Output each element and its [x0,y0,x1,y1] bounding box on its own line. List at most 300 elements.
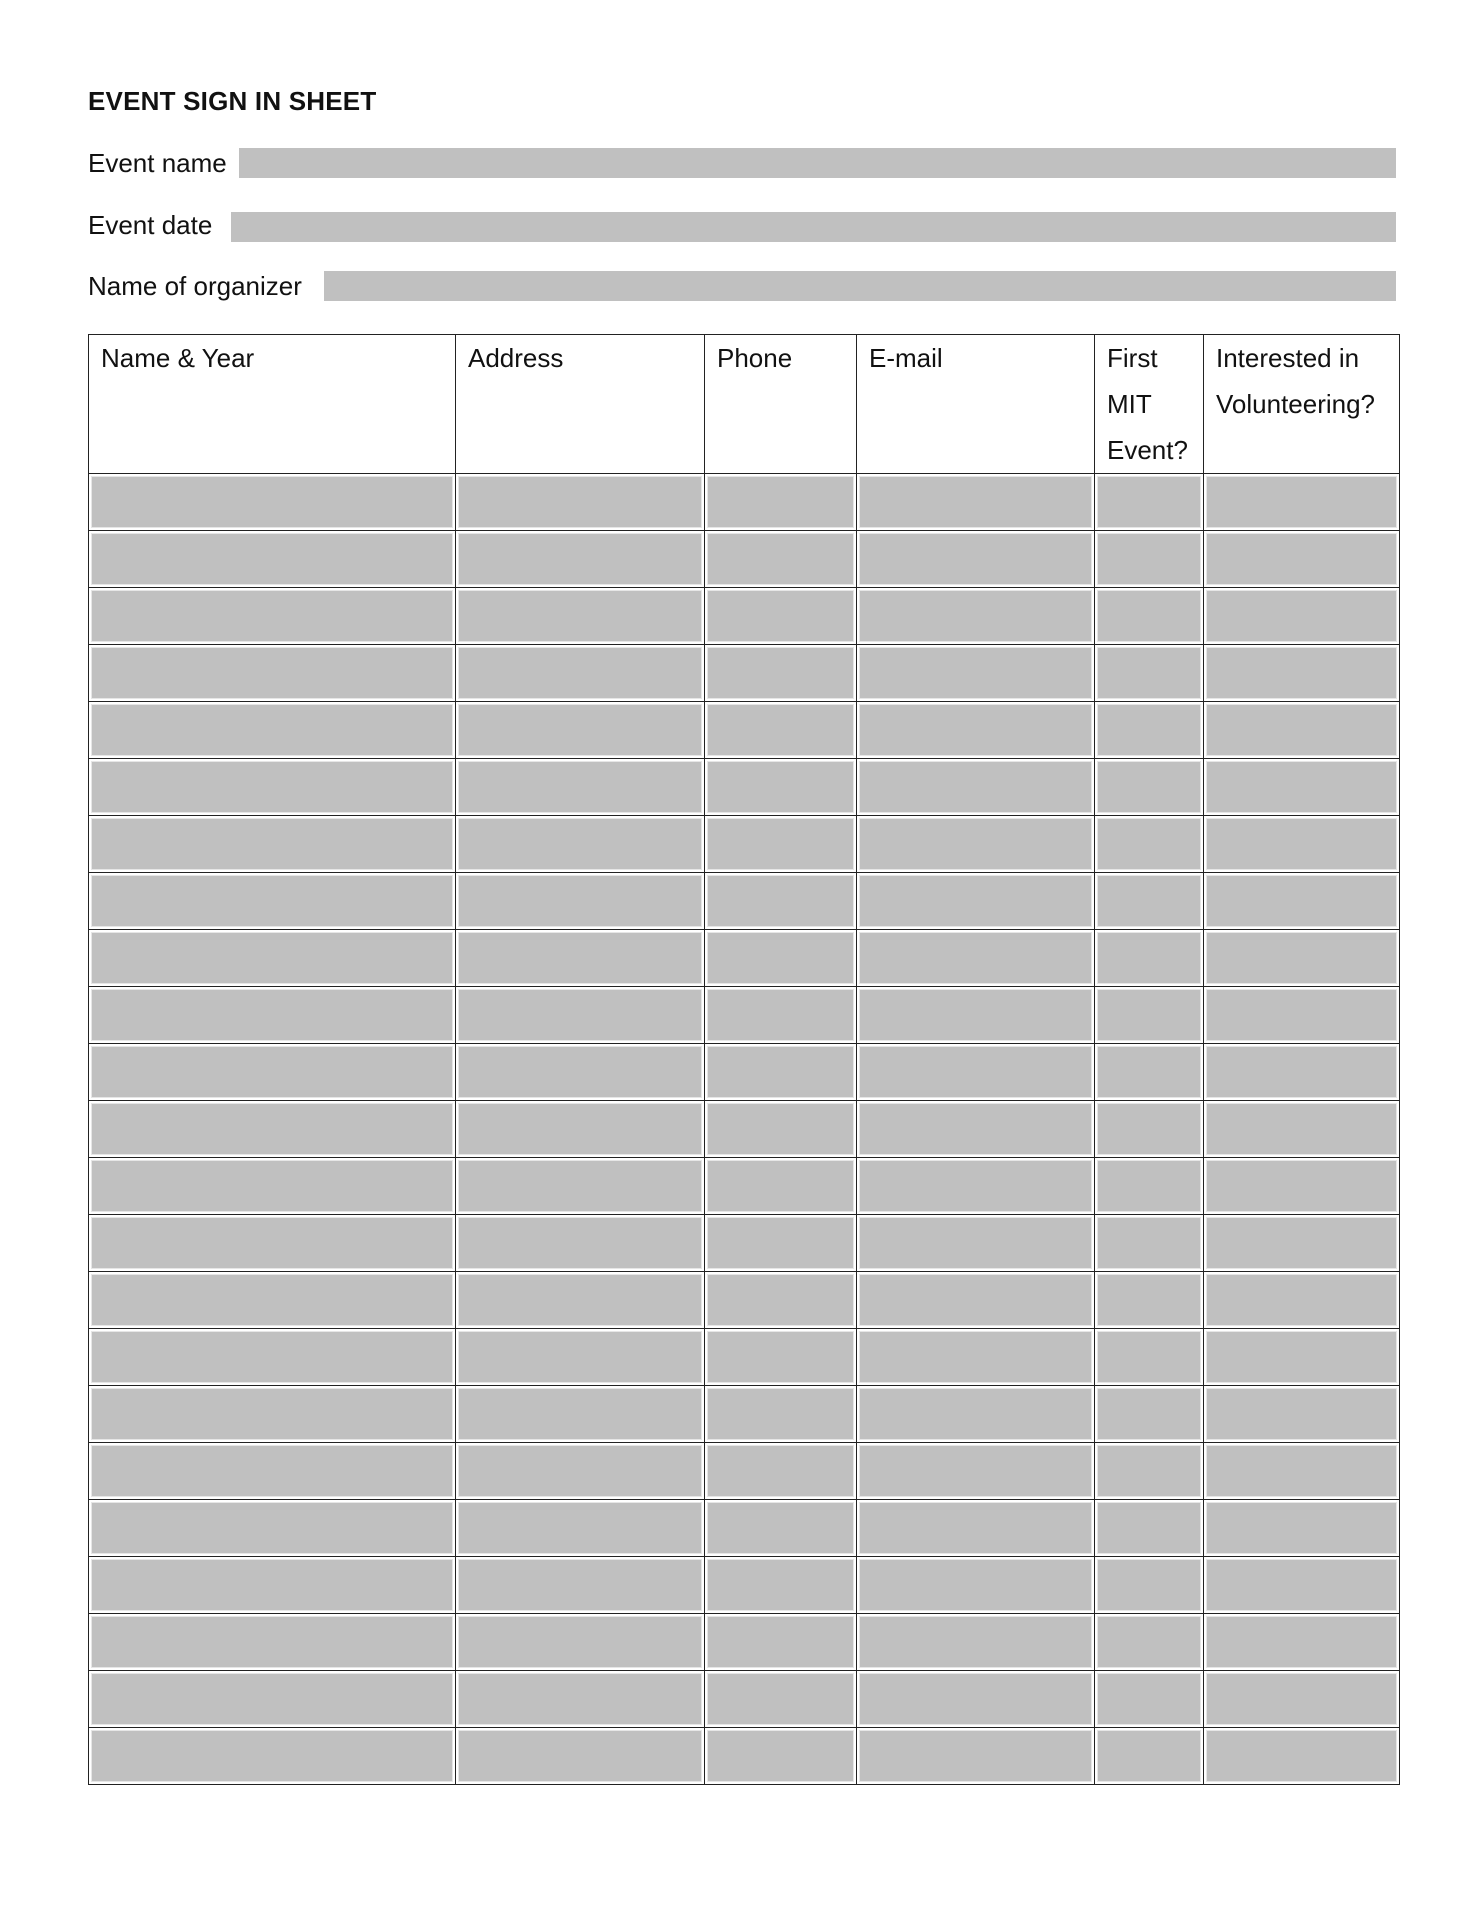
input-field[interactable] [707,704,854,756]
input-field[interactable] [1206,1103,1397,1155]
input-field[interactable] [859,704,1092,756]
input-field[interactable] [1206,1046,1397,1098]
cell-phone[interactable] [705,816,857,873]
input-field[interactable] [1097,1673,1201,1725]
cell-first-mit-event[interactable] [1095,1500,1204,1557]
input-field[interactable] [1206,1160,1397,1212]
input-field[interactable] [859,761,1092,813]
input-field[interactable] [1206,1502,1397,1554]
input-field[interactable] [1206,476,1397,528]
cell-address[interactable] [456,1329,705,1386]
input-field[interactable] [707,989,854,1041]
input-field[interactable] [1206,533,1397,585]
table-row [89,1329,1400,1386]
input-field[interactable] [1206,1616,1397,1668]
cell-email[interactable] [857,1272,1095,1329]
cell-address[interactable] [456,1614,705,1671]
cell-interested-volunteering[interactable] [1204,531,1400,588]
input-field[interactable] [707,1730,854,1782]
cell-email[interactable] [857,645,1095,702]
input-field[interactable] [859,1331,1092,1383]
cell-phone[interactable] [705,1272,857,1329]
input-field[interactable] [707,818,854,870]
input-field[interactable] [707,1274,854,1326]
input-field[interactable] [458,704,702,756]
cell-phone[interactable] [705,1101,857,1158]
cell-first-mit-event[interactable] [1095,588,1204,645]
input-field[interactable] [859,1103,1092,1155]
input-field[interactable] [91,989,453,1041]
cell-first-mit-event[interactable] [1095,1614,1204,1671]
cell-email[interactable] [857,1101,1095,1158]
input-field[interactable] [859,1160,1092,1212]
cell-first-mit-event[interactable] [1095,1671,1204,1728]
cell-interested-volunteering[interactable] [1204,1500,1400,1557]
table-row [89,531,1400,588]
cell-name-year[interactable] [89,759,456,816]
cell-name-year[interactable] [89,930,456,987]
input-field[interactable] [707,1331,854,1383]
input-field[interactable] [91,1559,453,1611]
cell-name-year[interactable] [89,1557,456,1614]
input-field[interactable] [91,818,453,870]
cell-interested-volunteering[interactable] [1204,1044,1400,1101]
input-field[interactable] [91,1274,453,1326]
input-field[interactable] [91,1445,453,1497]
input-field[interactable] [458,1388,702,1440]
cell-interested-volunteering[interactable] [1204,1614,1400,1671]
input-field[interactable] [458,476,702,528]
input-field[interactable] [859,1388,1092,1440]
cell-address[interactable] [456,645,705,702]
input-field[interactable] [707,476,854,528]
cell-address[interactable] [456,1044,705,1101]
input-field[interactable] [1097,533,1201,585]
input-field[interactable] [91,1217,453,1269]
input-field[interactable] [458,875,702,927]
page-title: EVENT SIGN IN SHEET [88,86,377,116]
cell-phone[interactable] [705,987,857,1044]
input-field[interactable] [1206,1559,1397,1611]
cell-interested-volunteering[interactable] [1204,1671,1400,1728]
table-row [89,1215,1400,1272]
header-name-year: Name & Year [89,335,456,474]
cell-first-mit-event[interactable] [1095,645,1204,702]
input-field[interactable] [458,1274,702,1326]
cell-name-year[interactable] [89,1044,456,1101]
cell-interested-volunteering[interactable] [1204,816,1400,873]
input-field[interactable] [859,590,1092,642]
input-field[interactable] [1206,704,1397,756]
cell-email[interactable] [857,816,1095,873]
cell-interested-volunteering[interactable] [1204,588,1400,645]
table-row [89,987,1400,1044]
input-field[interactable] [859,1616,1092,1668]
input-field[interactable] [1206,875,1397,927]
input-field[interactable] [707,1445,854,1497]
cell-interested-volunteering[interactable] [1204,1329,1400,1386]
event-name-label: Event name [88,148,227,178]
input-field[interactable] [91,590,453,642]
input-field[interactable] [458,818,702,870]
input-field[interactable] [1097,647,1201,699]
input-field[interactable] [1097,1103,1201,1155]
cell-name-year[interactable] [89,1158,456,1215]
cell-phone[interactable] [705,645,857,702]
input-field[interactable] [859,1730,1092,1782]
input-field[interactable] [1206,647,1397,699]
cell-phone[interactable] [705,1386,857,1443]
input-field[interactable] [91,704,453,756]
table-row [89,1557,1400,1614]
cell-interested-volunteering[interactable] [1204,930,1400,987]
input-field[interactable] [1097,1331,1201,1383]
input-field[interactable] [707,647,854,699]
input-field[interactable] [458,647,702,699]
input-field[interactable] [859,476,1092,528]
event-name-field[interactable] [239,148,1396,178]
cell-address[interactable] [456,588,705,645]
cell-address[interactable] [456,474,705,531]
input-field[interactable] [458,932,702,984]
cell-first-mit-event[interactable] [1095,1158,1204,1215]
input-field[interactable] [1206,1730,1397,1782]
cell-first-mit-event[interactable] [1095,816,1204,873]
input-field[interactable] [859,818,1092,870]
input-field[interactable] [1097,1217,1201,1269]
input-field[interactable] [458,1616,702,1668]
input-field[interactable] [707,590,854,642]
input-field[interactable] [1097,1445,1201,1497]
organizer-field[interactable] [324,271,1396,301]
cell-name-year[interactable] [89,816,456,873]
cell-first-mit-event[interactable] [1095,1044,1204,1101]
cell-address[interactable] [456,1272,705,1329]
cell-name-year[interactable] [89,873,456,930]
cell-email[interactable] [857,702,1095,759]
input-field[interactable] [859,1445,1092,1497]
header-address: Address [456,335,705,474]
input-field[interactable] [859,1274,1092,1326]
cell-first-mit-event[interactable] [1095,702,1204,759]
input-field[interactable] [707,1046,854,1098]
input-field[interactable] [91,1160,453,1212]
cell-phone[interactable] [705,930,857,987]
cell-interested-volunteering[interactable] [1204,702,1400,759]
cell-phone[interactable] [705,1671,857,1728]
input-field[interactable] [1206,1388,1397,1440]
cell-email[interactable] [857,987,1095,1044]
cell-address[interactable] [456,930,705,987]
input-field[interactable] [458,1673,702,1725]
cell-name-year[interactable] [89,531,456,588]
input-field[interactable] [859,1046,1092,1098]
input-field[interactable] [859,533,1092,585]
input-field[interactable] [707,932,854,984]
input-field[interactable] [1206,1331,1397,1383]
cell-first-mit-event[interactable] [1095,1272,1204,1329]
input-field[interactable] [1097,1388,1201,1440]
cell-interested-volunteering[interactable] [1204,645,1400,702]
header-first-mit-event: First MIT Event? [1095,335,1204,474]
input-field[interactable] [1097,1046,1201,1098]
table-row [89,1728,1400,1785]
header-interested-volunteering: Interested in Volunteering? [1204,335,1400,474]
input-field[interactable] [1097,932,1201,984]
cell-name-year[interactable] [89,1329,456,1386]
input-field[interactable] [707,761,854,813]
input-field[interactable] [458,1160,702,1212]
table-row [89,702,1400,759]
cell-interested-volunteering[interactable] [1204,474,1400,531]
input-field[interactable] [91,1388,453,1440]
input-field[interactable] [859,1673,1092,1725]
event-date-label: Event date [88,210,213,240]
cell-name-year[interactable] [89,1671,456,1728]
cell-first-mit-event[interactable] [1095,1443,1204,1500]
cell-first-mit-event[interactable] [1095,1728,1204,1785]
cell-phone[interactable] [705,1443,857,1500]
cell-interested-volunteering[interactable] [1204,759,1400,816]
input-field[interactable] [1206,1274,1397,1326]
cell-first-mit-event[interactable] [1095,930,1204,987]
input-field[interactable] [1097,818,1201,870]
input-field[interactable] [707,1160,854,1212]
input-field[interactable] [707,1217,854,1269]
cell-name-year[interactable] [89,1386,456,1443]
cell-phone[interactable] [705,474,857,531]
input-field[interactable] [1097,476,1201,528]
cell-interested-volunteering[interactable] [1204,873,1400,930]
input-field[interactable] [458,761,702,813]
input-field[interactable] [859,1502,1092,1554]
cell-address[interactable] [456,1500,705,1557]
input-field[interactable] [1206,590,1397,642]
table-row [89,1158,1400,1215]
input-field[interactable] [458,1217,702,1269]
input-field[interactable] [458,1331,702,1383]
cell-email[interactable] [857,1215,1095,1272]
table-row [89,930,1400,987]
input-field[interactable] [707,875,854,927]
input-field[interactable] [1206,989,1397,1041]
cell-email[interactable] [857,1044,1095,1101]
cell-name-year[interactable] [89,1443,456,1500]
cell-first-mit-event[interactable] [1095,1329,1204,1386]
cell-phone[interactable] [705,1158,857,1215]
input-field[interactable] [707,1559,854,1611]
table-row [89,1500,1400,1557]
input-field[interactable] [91,875,453,927]
input-field[interactable] [1206,1217,1397,1269]
input-field[interactable] [91,533,453,585]
cell-first-mit-event[interactable] [1095,1101,1204,1158]
input-field[interactable] [859,932,1092,984]
cell-interested-volunteering[interactable] [1204,1272,1400,1329]
cell-address[interactable] [456,1671,705,1728]
input-field[interactable] [859,1559,1092,1611]
cell-name-year[interactable] [89,588,456,645]
cell-name-year[interactable] [89,1101,456,1158]
input-field[interactable] [91,1502,453,1554]
input-field[interactable] [1206,818,1397,870]
cell-phone[interactable] [705,588,857,645]
input-field[interactable] [458,1445,702,1497]
cell-address[interactable] [456,1215,705,1272]
cell-email[interactable] [857,759,1095,816]
cell-interested-volunteering[interactable] [1204,1557,1400,1614]
input-field[interactable] [458,1046,702,1098]
cell-name-year[interactable] [89,645,456,702]
cell-name-year[interactable] [89,987,456,1044]
input-field[interactable] [859,989,1092,1041]
cell-name-year[interactable] [89,1215,456,1272]
input-field[interactable] [458,1730,702,1782]
input-field[interactable] [91,1616,453,1668]
cell-email[interactable] [857,1386,1095,1443]
input-field[interactable] [458,1103,702,1155]
input-field[interactable] [1097,590,1201,642]
cell-email[interactable] [857,1500,1095,1557]
cell-interested-volunteering[interactable] [1204,1158,1400,1215]
cell-phone[interactable] [705,1614,857,1671]
cell-name-year[interactable] [89,1500,456,1557]
cell-address[interactable] [456,759,705,816]
input-field[interactable] [707,1103,854,1155]
cell-first-mit-event[interactable] [1095,759,1204,816]
cell-phone[interactable] [705,759,857,816]
table-row [89,645,1400,702]
cell-address[interactable] [456,1557,705,1614]
input-field[interactable] [859,875,1092,927]
cell-name-year[interactable] [89,1728,456,1785]
cell-first-mit-event[interactable] [1095,873,1204,930]
input-field[interactable] [1097,1274,1201,1326]
cell-email[interactable] [857,1557,1095,1614]
cell-interested-volunteering[interactable] [1204,1728,1400,1785]
event-date-field[interactable] [231,212,1396,242]
cell-first-mit-event[interactable] [1095,1386,1204,1443]
input-field[interactable] [1097,1559,1201,1611]
cell-email[interactable] [857,1614,1095,1671]
cell-email[interactable] [857,1728,1095,1785]
cell-phone[interactable] [705,1329,857,1386]
input-field[interactable] [1097,761,1201,813]
cell-email[interactable] [857,1443,1095,1500]
input-field[interactable] [1206,1673,1397,1725]
input-field[interactable] [707,1388,854,1440]
cell-phone[interactable] [705,1557,857,1614]
input-field[interactable] [91,1730,453,1782]
cell-name-year[interactable] [89,1272,456,1329]
cell-email[interactable] [857,1329,1095,1386]
table-header-row [89,335,1400,474]
input-field[interactable] [707,533,854,585]
cell-phone[interactable] [705,1215,857,1272]
cell-name-year[interactable] [89,702,456,759]
input-field[interactable] [859,647,1092,699]
cell-interested-volunteering[interactable] [1204,1215,1400,1272]
cell-interested-volunteering[interactable] [1204,987,1400,1044]
cell-email[interactable] [857,588,1095,645]
cell-email[interactable] [857,531,1095,588]
cell-phone[interactable] [705,873,857,930]
input-field[interactable] [458,533,702,585]
cell-interested-volunteering[interactable] [1204,1386,1400,1443]
input-field[interactable] [458,1559,702,1611]
input-field[interactable] [1206,1445,1397,1497]
input-field[interactable] [707,1502,854,1554]
table-row [89,1443,1400,1500]
cell-first-mit-event[interactable] [1095,1557,1204,1614]
cell-first-mit-event[interactable] [1095,531,1204,588]
input-field[interactable] [91,476,453,528]
input-field[interactable] [707,1616,854,1668]
cell-phone[interactable] [705,1044,857,1101]
cell-address[interactable] [456,702,705,759]
input-field[interactable] [458,1502,702,1554]
input-field[interactable] [91,761,453,813]
input-field[interactable] [458,989,702,1041]
cell-address[interactable] [456,531,705,588]
cell-phone[interactable] [705,702,857,759]
input-field[interactable] [1097,1730,1201,1782]
input-field[interactable] [91,932,453,984]
cell-first-mit-event[interactable] [1095,474,1204,531]
input-field[interactable] [91,647,453,699]
cell-email[interactable] [857,930,1095,987]
input-field[interactable] [1097,989,1201,1041]
input-field[interactable] [458,590,702,642]
input-field[interactable] [91,1046,453,1098]
input-field[interactable] [1097,704,1201,756]
cell-address[interactable] [456,1101,705,1158]
input-field[interactable] [1206,932,1397,984]
input-field[interactable] [1097,1616,1201,1668]
input-field[interactable] [91,1673,453,1725]
cell-email[interactable] [857,1671,1095,1728]
cell-address[interactable] [456,816,705,873]
cell-address[interactable] [456,1443,705,1500]
cell-first-mit-event[interactable] [1095,987,1204,1044]
cell-name-year[interactable] [89,1614,456,1671]
input-field[interactable] [1206,761,1397,813]
table-row [89,1386,1400,1443]
cell-interested-volunteering[interactable] [1204,1101,1400,1158]
cell-address[interactable] [456,1386,705,1443]
input-field[interactable] [91,1331,453,1383]
cell-address[interactable] [456,1158,705,1215]
cell-email[interactable] [857,474,1095,531]
input-field[interactable] [859,1217,1092,1269]
input-field[interactable] [1097,1502,1201,1554]
cell-first-mit-event[interactable] [1095,1215,1204,1272]
cell-address[interactable] [456,987,705,1044]
cell-phone[interactable] [705,1500,857,1557]
input-field[interactable] [707,1673,854,1725]
input-field[interactable] [1097,875,1201,927]
cell-name-year[interactable] [89,474,456,531]
cell-address[interactable] [456,1728,705,1785]
cell-email[interactable] [857,1158,1095,1215]
input-field[interactable] [1097,1160,1201,1212]
cell-address[interactable] [456,873,705,930]
cell-phone[interactable] [705,531,857,588]
cell-phone[interactable] [705,1728,857,1785]
cell-interested-volunteering[interactable] [1204,1443,1400,1500]
cell-email[interactable] [857,873,1095,930]
input-field[interactable] [91,1103,453,1155]
